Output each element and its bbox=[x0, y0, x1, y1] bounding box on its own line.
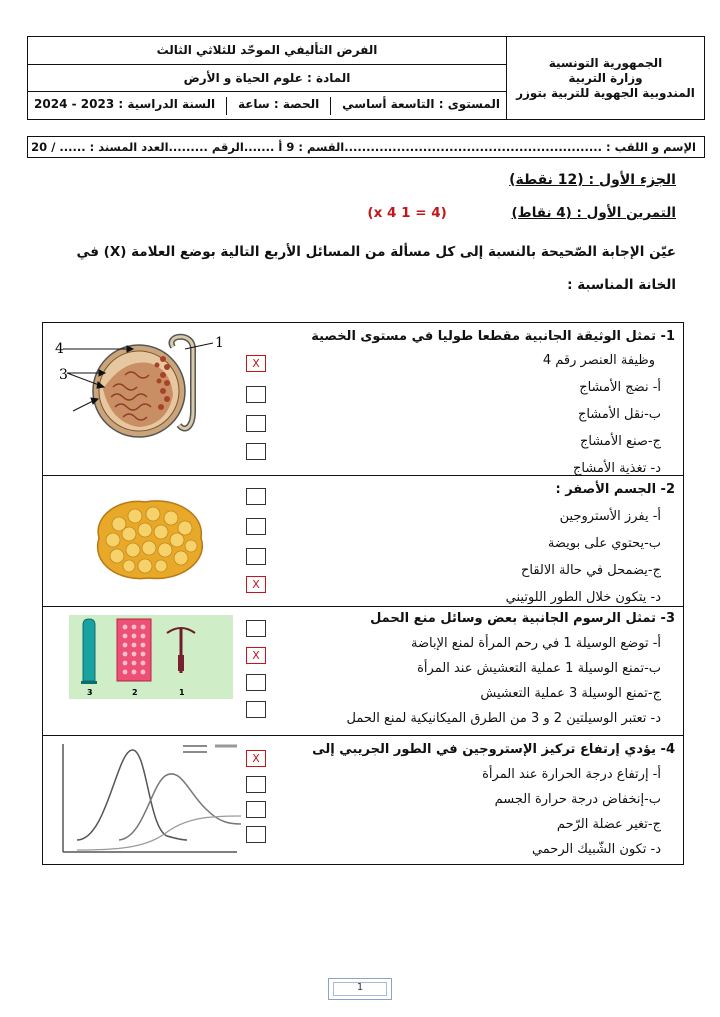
directorate-label: المندوبية الجهوية للتربية بتوزر bbox=[516, 85, 695, 100]
q2-option-b: ب-يحتوي على بويضة bbox=[547, 536, 661, 551]
q1-option-d: د- تغذية الأمشاج bbox=[573, 461, 661, 476]
student-name-field[interactable]: الإسم و اللقب : ........................................................... bbox=[344, 140, 696, 154]
exercise-title: التمرين الأول : (4 نقاط) bbox=[511, 205, 676, 221]
q4-option-b: ب-إنخفاض درجة حرارة الجسم bbox=[494, 792, 661, 807]
page-number: 1 bbox=[356, 982, 364, 993]
ministry-label: وزارة التربية bbox=[568, 70, 643, 85]
q1-option-a: أ- نضج الأمشاج bbox=[579, 380, 661, 395]
q3-checkbox-d[interactable] bbox=[246, 701, 266, 718]
figure-label-4: 4 bbox=[55, 341, 64, 357]
method-label-1: 1 bbox=[179, 688, 185, 697]
question-1-stem2: وظيفة العنصر رقم 4 bbox=[542, 353, 655, 368]
q4-option-c: ج-تغير عضلة الرّحم bbox=[556, 817, 661, 832]
question-4-text bbox=[312, 738, 675, 862]
page-number-box bbox=[328, 978, 392, 1000]
q3-option-b: ب-تمنع الوسيلة 1 عملية التعشيش عند المرأة bbox=[417, 661, 661, 676]
institution-block bbox=[507, 37, 705, 120]
q3-option-c: ج-تمنع الوسيلة 3 عملية التعشيش bbox=[480, 686, 661, 701]
question-1-text bbox=[311, 325, 675, 481]
q4-checkbox-c[interactable] bbox=[246, 801, 266, 818]
method-label-3: 3 bbox=[87, 688, 93, 697]
points-breakdown: (4 = 1 x 4) bbox=[367, 205, 447, 221]
q4-checkbox-b[interactable] bbox=[246, 776, 266, 793]
q4-option-d: د- تكون الشّبيك الرحمي bbox=[531, 842, 661, 857]
q1-option-b: ب-نقل الأمشاج bbox=[577, 407, 661, 422]
q2-option-d: د- يتكون خلال الطور اللوتيني bbox=[505, 590, 661, 605]
student-info-row bbox=[27, 136, 705, 158]
score-field: العدد المسند : ...... / 20 bbox=[31, 140, 169, 154]
question-1 bbox=[43, 323, 684, 476]
question-2 bbox=[43, 476, 684, 607]
duration-label: الحصة : ساعة bbox=[237, 96, 320, 111]
question-2-stem: 2- الجسم الأصفر : bbox=[555, 482, 675, 497]
method-label-2: 2 bbox=[132, 688, 138, 697]
question-3-stem: 3- تمثل الرسوم الجانبية بعض وسائل منع الحمل bbox=[370, 611, 675, 626]
q2-option-a: أ- يفرز الأستروجين bbox=[559, 509, 661, 524]
hormone-curves-figure bbox=[57, 740, 243, 858]
q3-checkbox-b[interactable]: X bbox=[246, 647, 266, 664]
level-label: المستوى : التاسعة أساسي bbox=[342, 96, 500, 111]
q4-option-a: أ- إرتفاع درجة الحرارة عند المرأة bbox=[482, 767, 661, 782]
figure-label-1: 1 bbox=[215, 335, 224, 351]
q3-option-a: أ- توضع الوسيلة 1 في رحم المرأة لمنع الإباضة bbox=[411, 636, 661, 651]
corpus-luteum-figure bbox=[79, 488, 219, 588]
question-2-text bbox=[506, 478, 675, 610]
contraception-methods-figure bbox=[69, 615, 233, 699]
exercise-heading bbox=[367, 205, 676, 221]
part-title: الجزء الأول : (12 نقطة) bbox=[509, 172, 676, 188]
q4-checkbox-d[interactable] bbox=[246, 826, 266, 843]
q3-checkbox-a[interactable] bbox=[246, 620, 266, 637]
class-field[interactable]: القسم : 9 أ ....... bbox=[243, 140, 345, 154]
question-4-stem: 4- يؤدي إرتفاع تركيز الإستروجين في الطور الجريبي إلى bbox=[312, 742, 675, 757]
q1-option-c: ج-صنع الأمشاج bbox=[579, 434, 661, 449]
questions-table bbox=[42, 322, 684, 865]
exam-info-row bbox=[28, 92, 507, 120]
testis-section-figure bbox=[53, 329, 243, 469]
q3-checkbox-c[interactable] bbox=[246, 674, 266, 691]
exam-header bbox=[27, 36, 705, 120]
q1-checkbox-c[interactable] bbox=[246, 415, 266, 432]
q1-checkbox-d[interactable] bbox=[246, 443, 266, 460]
q2-checkbox-b[interactable] bbox=[246, 518, 266, 535]
figure-label-3: 3 bbox=[59, 367, 68, 383]
q2-checkbox-d[interactable]: X bbox=[246, 576, 266, 593]
exam-title: الفرض التأليفي الموحّد للثلاثي الثالث bbox=[28, 37, 507, 65]
republic-label: الجمهورية التونسية bbox=[548, 55, 663, 70]
question-3 bbox=[43, 607, 684, 736]
q4-checkbox-a[interactable]: X bbox=[246, 750, 266, 767]
q2-option-c: ج-يضمحل في حالة الالقاح bbox=[520, 563, 661, 578]
school-year-label: السنة الدراسية : 2023 - 2024 bbox=[34, 96, 216, 111]
q2-checkbox-c[interactable] bbox=[246, 548, 266, 565]
question-4 bbox=[43, 736, 684, 865]
q1-checkbox-a[interactable]: X bbox=[246, 355, 266, 372]
q2-checkbox-a[interactable] bbox=[246, 488, 266, 505]
q3-option-d: د- تعتبر الوسيلتين 2 و 3 من الطرق الميكانيكية لمنع الحمل bbox=[346, 711, 661, 726]
question-1-stem: 1- تمثل الوثيقة الجانبية مقطعا طوليا في مستوى الخصية bbox=[311, 329, 675, 344]
instruction-text: عيّن الإجابة الصّحيحة بالنسبة إلى كل مسألة من المسائل الأربع التالية بوضع العلامة (X) في الخانة المناسبة : bbox=[76, 244, 676, 293]
student-number-field[interactable]: الرقم ......... bbox=[168, 140, 244, 154]
q1-checkbox-b[interactable] bbox=[246, 386, 266, 403]
subject-cell: المادة : علوم الحياة و الأرض bbox=[28, 64, 507, 92]
question-3-text bbox=[347, 607, 675, 731]
